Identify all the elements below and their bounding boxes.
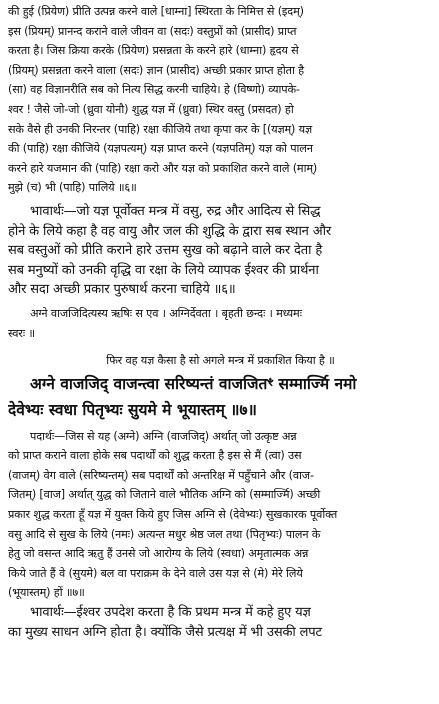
text-line: की हुई (प्रियेण) प्रीति उत्पन्न करने वाले [धाम्ना] स्थिरता के निमित्त से (इदम्) (8, 5, 304, 18)
text-line: की (पाहि) रक्षा कीजिये (यज्ञपत्यम्) यज्ञ प्राप्त करने (यज्ञपतिम्) यज्ञ को पालन (8, 142, 313, 156)
intro-line: फिर वह यज्ञ कैसा है सो अगले मन्त्र में प्रकाशित किया है ॥ (106, 354, 335, 368)
text-line: वसु आदि से सुख के लिये (नमः) अत्यन्त मधुर श्रेष्ठ जल तथा (पितृभ्यः) पालन के (8, 527, 321, 541)
padartha-continued (8, 2, 433, 198)
text-line: पदार्थः—जिस से यह (अग्ने) अग्नि (वाजजिद्) अर्थात् जो उत्कृष्ट अन्न (30, 429, 297, 443)
text-line: सके वैसे ही उनकी निरन्तर (पाहि) रक्षा कीजिये तथा कृपा कर के [(यज्ञम्) यज्ञ (8, 122, 313, 136)
text-line: सब वस्तुओं को प्रीति कराने हारे उत्तम सुख को बढ़ाने वाले कर देता है (8, 243, 323, 259)
text-line: हेतु जो वसन्त आदि ऋतु हैं उनसे जो आरोग्य के लिये (स्वधा) अमृतात्मक अन्न (8, 547, 309, 561)
text-line: करता है। जिस क्रिया करके (प्रियेण) प्रसन्नता के करने हारे (धाम्ना) हृदय से (8, 44, 299, 58)
text-line: (भूयास्तम्) हों ॥७॥ (8, 586, 85, 600)
mantra-metadata (8, 304, 433, 343)
text-line: (सा) वह विज्ञानरीति सब को नित्य सिद्ध करनी चाहिये। हे (विष्णो) व्यापके- (8, 83, 300, 97)
text-line: करने हारे यजमान की (पाहि) रक्षा करो और यज्ञ को प्रकाशित करने वाले (माम्) (8, 161, 318, 175)
text-line: अग्ने वाजजिदित्यस्य ऋषिः स एव । अग्निर्देवता । बृहती छन्दः । मध्यमः (30, 306, 302, 320)
text-line: स्वरः ॥ (8, 326, 35, 340)
bhavartha-section (8, 202, 433, 300)
text-line: होने के लिये कहा है वह वायु और जल की शुद्धि के द्वारा सब स्थान और (8, 223, 332, 239)
text-line: और सदा अच्छी प्रकार पुरुषार्थ करना चाहिये ॥६॥ (8, 282, 236, 298)
text-line: को प्राप्त कराने वाला होके सब पदार्थों को शुद्ध करता है इस से मैं (त्वा) उस (8, 449, 302, 463)
text-line: जितम्) [वाज] अर्थात् युद्ध को जिताने वाले भौतिक अग्नि को (सम्मार्ज्मि) अच्छी (8, 488, 321, 502)
text-line: सब मनुष्यों को उनकी वृद्धि वा रक्षा के लिये व्यापक ईश्वर की प्रार्थना (8, 262, 319, 278)
text-line: (प्रियम्) प्रसन्नता करने वाला (सदः) ज्ञान (प्रासीद) अच्छी प्रकार प्राप्त होता है (8, 63, 304, 77)
text-line: श्वर ! जैसे जो-जो (ध्रुवा योनौ) शुद्ध यज्ञ में (ध्रुवा) स्थिर वस्तु (प्रसदत) हो (8, 102, 294, 116)
bhavartha-section-2 (8, 603, 433, 642)
text-line: भावार्थः—जो यज्ञ पूर्वोक्त मन्त्र में वसु, रुद्र और आदित्य से सिद्ध (30, 203, 321, 219)
text-line: किये जाते हैं वे (सुयमे) बल वा पराक्रम के देने वाले उस यज्ञ से (मे) मेरे लिये (8, 566, 303, 580)
padartha-section (8, 427, 433, 603)
mantra-block (8, 371, 433, 423)
mantra-line: देवेभ्यः स्वधा पितृभ्यः सुयमे मे भूयास्तम् ॥७॥ (8, 400, 257, 419)
mantra-line: अग्ने वाजजिद् वाजन्त्वा सरिष्यन्तं वाजजितꣳ सम्मार्ज्मि नमो (30, 374, 357, 393)
text-line: का मुख्य साधन अग्नि होता है। क्योंकि जैसे प्रत्यक्ष में भी उसकी लपट (8, 624, 322, 640)
text-line: इस (प्रियम्) प्रानन्द कराने वाले जीवन वा (सदः) वस्तुप्रों को (प्रासीद) प्राप्त (8, 24, 297, 38)
text-line: (वाजम्) वेग वाले (सरिष्यन्तम्) सब पदार्थों को अन्तरिक्ष में पहुँचाने और (वाज- (8, 468, 314, 482)
text-line: भावार्थः—ईश्वर उपदेश करता है कि प्रथम मन्त्र में कहे हुए यज्ञ (30, 605, 311, 621)
text-line: प्रकार शुद्ध करता हूँ यज्ञ में युक्त किये हुए जिस अग्नि से (देवेभ्यः) सुखकारक पूर्वोक्त (8, 508, 338, 522)
text-line: मुझे (च) भी (पाहि) पालिये ॥६॥ (8, 181, 137, 195)
